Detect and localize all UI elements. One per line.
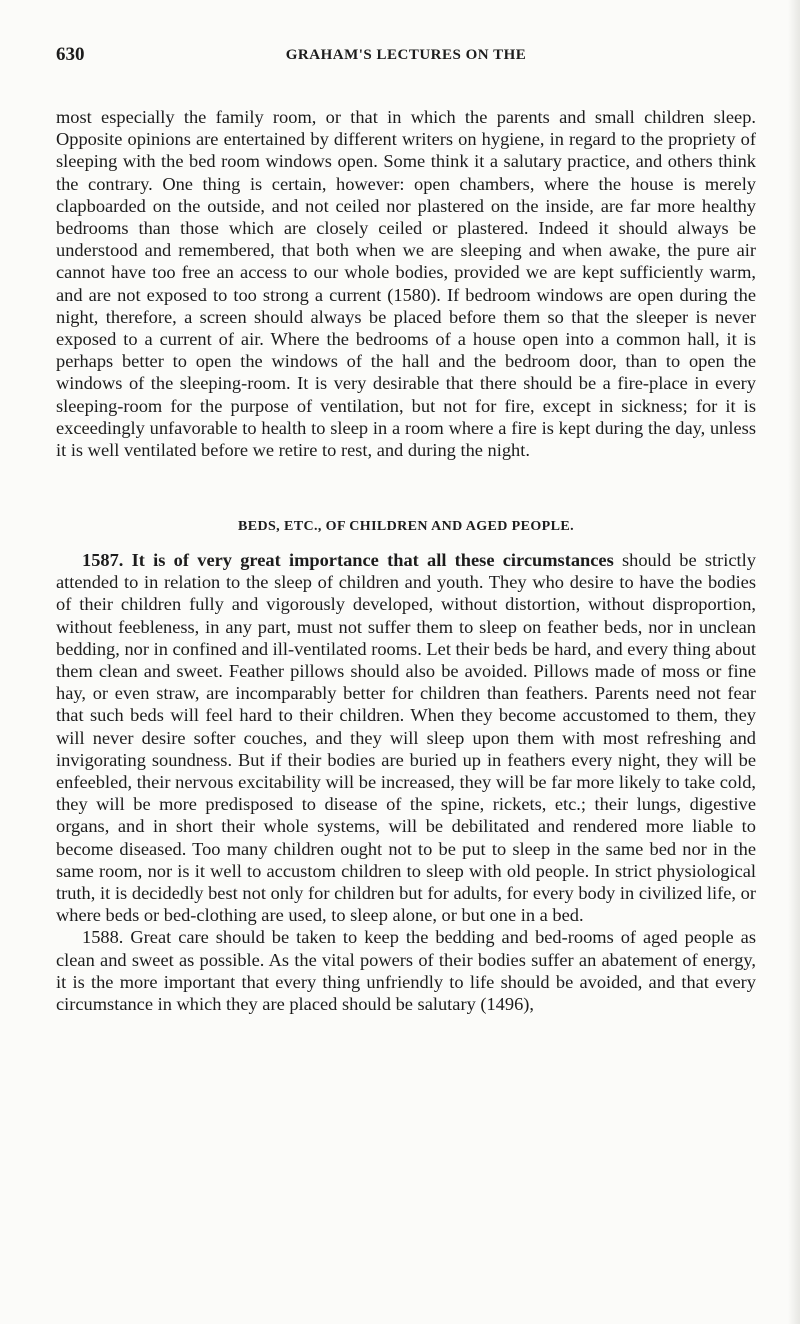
paragraph-number: 1588.	[82, 927, 124, 948]
page-header	[56, 44, 756, 68]
section-body	[56, 549, 756, 1015]
running-title: GRAHAM'S LECTURES ON THE	[285, 47, 527, 63]
paragraph-text: most especially the family room, or that in which the parents and small children sleep. Opposite opinions are entertained by different writers on hygiene, in regard to the propriety of sleeping with the bed room windows open. Some think it a salutary practice, and others think the contrary. One thing is certain, however: open chambers, where the house is merely clapboarded on the outside, and not ceiled nor plastered on the inside, are far more healthy bedrooms than those which are closely ceiled or plastered. Indeed it should always be understood and remembered, that both when we are sleeping and when awake, the pure air cannot have too free an access to our whole bodies, provided we are kept sufficiently warm, and are not exposed to too strong a current (1580). If bedroom windows are open during the night, therefore, a screen should always be placed before them so that the sleeper is never exposed to a current of air. Where the bedrooms of a house open into a common hall, it is perhaps better to open the windows of the hall and the bedroom door, than to open the windows of the sleeping-room. It is very desirable that there should be a fire-place in every sleeping-room for the purpose of ventilation, but not for fire, except in sickness; for it is exceedingly unfavorable to health to sleep in a room where a fire is kept during the day, unless it is well ventilated before we retire to rest, and during the night.	[56, 107, 756, 461]
paragraph-1588	[56, 926, 756, 1015]
paragraph-number: 1587.	[82, 550, 124, 570]
page-edge-shadow	[788, 0, 800, 1324]
paragraph-lead: It is of very great importance that all these circumstances	[131, 550, 614, 570]
paragraph-text: should be strictly attended to in relation to the sleep of children and youth. They who desire to have the bodies of their children fully and vigorously developed, without distortion, without disproportion, without feebleness, in any part, must not suffer them to sleep on feather beds, nor in unclean bedding, nor in confined and ill-ventilated rooms. Let their beds be hard, and every thing about them clean and sweet. Feather pillows should also be avoided. Pillows made of moss or fine hay, or even straw, are incomparably better for children than feathers. Parents need not fear that such beds will feel hard to their children. When they become accustomed to them, they will never desire softer couches, and they will sleep upon them with most refreshing and invigorating soundness. But if their bodies are buried up in feathers every night, they will be enfeebled, their nervous excitability will be increased, they will be far more likely to take cold, they will be more predisposed to disease of the spine, rickets, etc.; their lungs, digestive organs, and in short their whole systems, will be debilitated and rendered more liable to become diseased. Too many children ought not to be put to sleep in the same bed nor in the same room, nor is it well to accustom children to sleep with old people. In strict physiological truth, it is decidedly best not only for children but for adults, for every body in civilized life, or where beds or bed-clothing are used, to sleep alone, or but one in a bed.	[56, 550, 756, 926]
paragraph-1587	[56, 549, 756, 926]
page-number: 630	[56, 44, 85, 65]
paragraph-continued	[56, 106, 756, 461]
section-heading: BEDS, ETC., OF CHILDREN AND AGED PEOPLE.	[238, 519, 574, 534]
paragraph-text: Great care should be taken to keep the bedding and bed-rooms of aged people as clean and sweet as possible. As the vital powers of their bodies suffer an abatement of energy, it is the more important that every thing unfriendly to life should be avoided, and that every circumstance in which they are placed should be salutary (1496),	[56, 927, 756, 1015]
